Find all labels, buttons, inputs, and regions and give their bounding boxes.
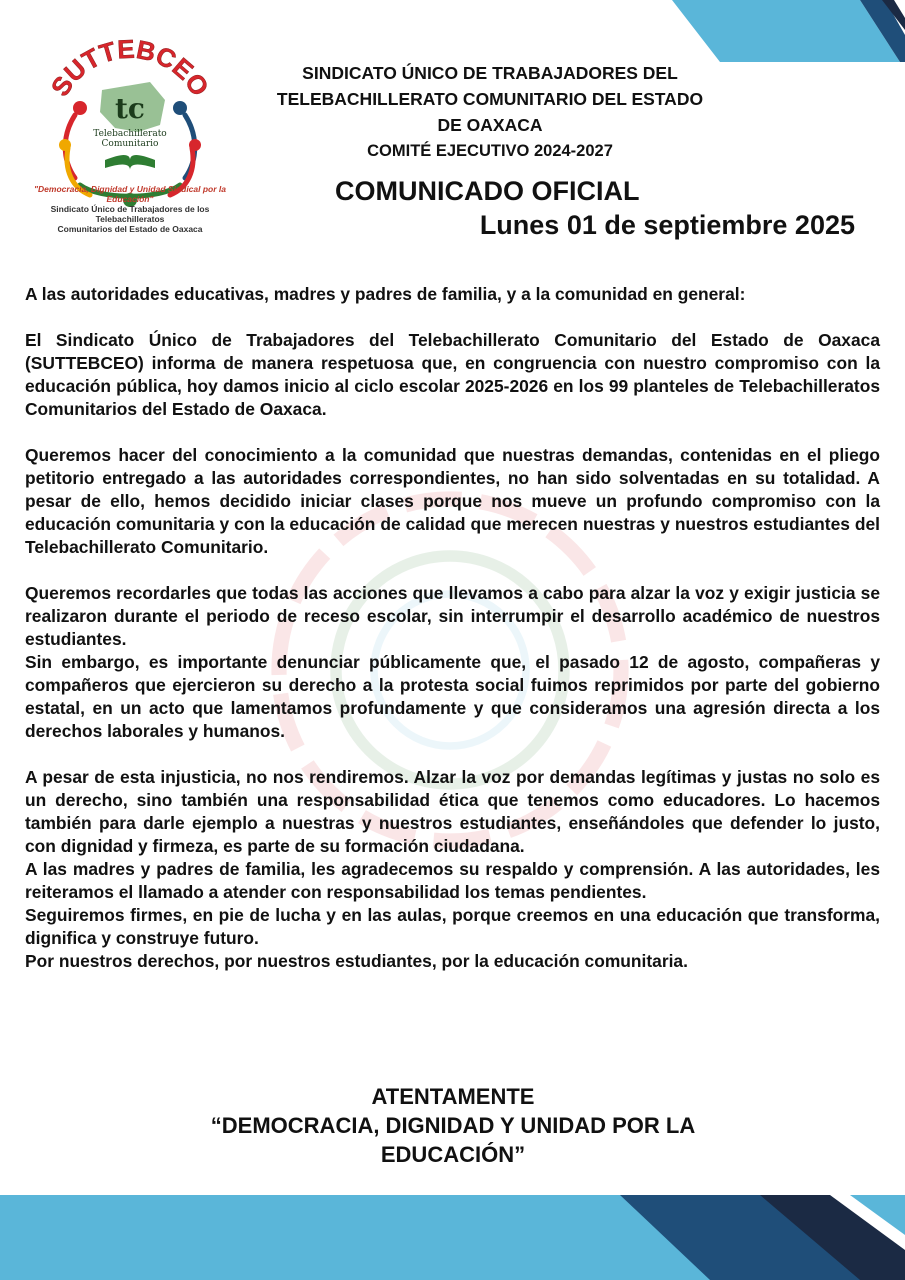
logo-motto: "Democracia, Dignidad y Unidad Sindical por la Educación" [33,184,227,204]
paragraph-7: Seguiremos firmes, en pie de lucha y en las aulas, porque creemos en una educación que transforma, dignifica y construye futuro. [25,905,880,948]
light-blue-stripe [672,0,900,62]
document-title: COMUNICADO OFICIAL [335,176,640,206]
salutation: A las autoridades educativas, madres y padres de familia, y a la comunidad en general: [25,284,746,304]
header-line2: TELEBACHILLERATO COMUNITARIO DEL ESTADO [276,89,704,109]
paragraph-2: Queremos hacer del conocimiento a la comunidad que nuestras demandas, contenidas en el pliego petitorio entregado a las autoridades correspondientes, no han sido solventadas en su totalidad. A pesar de ello, hemos decidido iniciar clases porque nos mueve un profundo compromiso con la educación comunitaria y con la educación de calidad que merecen nuestras y nuestros estudiantes del Telebachillerato Comunitario. [25,445,880,557]
union-header [245,60,735,164]
logo-monogram: tc [115,92,145,125]
paragraph-4: Sin embargo, es importante denunciar públicamente que, el pasado 12 de agosto, compañeras y compañeros que ejercieron su derecho a la protesta social fuimos reprimidos por parte del gobierno estatal, en un acto que lamentamos profundamente y que consideramos una agresión directa a los derechos laborales y humanos. [25,652,880,741]
bottom-decoration [0,1190,905,1280]
paragraph-1: El Sindicato Único de Trabajadores del Telebachillerato Comunitario del Estado de Oaxaca (SUTTEBCEO) informa de manera respetuosa que, en congruencia con nuestro compromiso con la educación pública, hoy damos inicio al ciclo escolar 2025-2026 en los 99 planteles de Telebachilleratos Comunitarios del Estado de Oaxaca. [25,330,880,419]
logo-caption-line1: Sindicato Único de Trabajadores de los Telebachilleratos [50,204,210,224]
open-book-icon [105,155,155,170]
logo-acronym: SUTTEBCEO [44,33,216,102]
logo-inner-line1: Telebachillerato [93,129,167,139]
paragraph-8: Por nuestros derechos, por nuestros estudiantes, por la educación comunitaria. [25,951,688,971]
logo-caption [20,184,240,234]
paragraph-5: A pesar de esta injusticia, no nos rendiremos. Alzar la voz por demandas legítimas y justas no solo es un derecho, sino también una responsabilidad ética que tenemos como educadores. Lo hacemos también para darle ejemplo a nuestras y nuestros estudiantes, enseñándoles que defender lo justo, con dignidad y firmeza, es parte de su formación ciudadana. [25,767,880,856]
closing-line1: ATENTAMENTE [371,1084,535,1109]
paragraph-6: A las madres y padres de familia, les agradecemos su respaldo y comprensión. A las autoridades, les reiteramos el llamado a atender con responsabilidad los temas pendientes. [25,859,880,902]
closing-block [140,1082,766,1169]
logo-caption-line2: Comunitarios del Estado de Oaxaca [57,224,203,234]
document-body [25,283,880,973]
header-line3: DE OAXACA [437,115,543,135]
document-date: Lunes 01 de septiembre 2025 [479,210,855,240]
logo-inner-line2: Comunitario [101,139,159,149]
closing-line3: EDUCACIÓN” [380,1142,526,1167]
header-committee: COMITÉ EJECUTIVO 2024-2027 [367,142,613,160]
closing-line2: “DEMOCRACIA, DIGNIDAD Y UNIDAD POR LA [210,1113,696,1138]
paragraph-3: Queremos recordarles que todas las acciones que llevamos a cabo para alzar la voz y exigir justicia se realizaron durante el periodo de receso escolar, sin interrumpir el desarrollo académico de nuestros estudiantes. [25,583,880,649]
header-line1: SINDICATO ÚNICO DE TRABAJADORES DEL [302,63,678,83]
